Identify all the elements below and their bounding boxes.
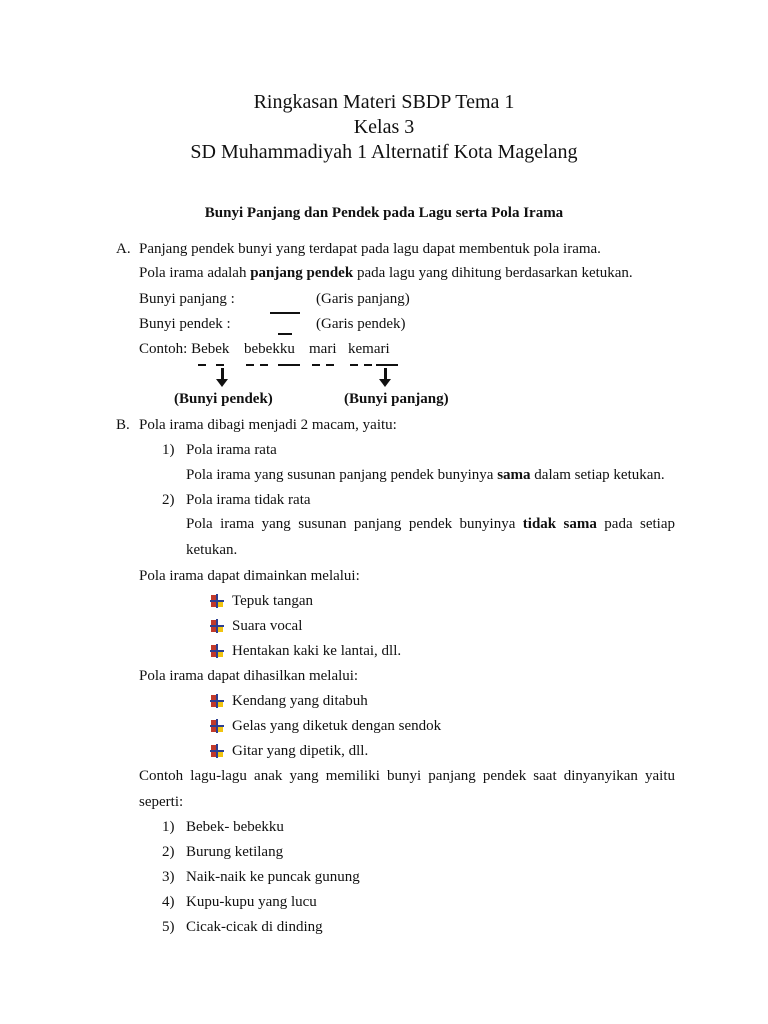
example-word-bebekku: bebekku: [244, 341, 295, 357]
song-title: Bebek- bebekku: [186, 819, 284, 835]
short-sound-label: Bunyi pendek :: [139, 316, 231, 332]
section-a-line2: Pola irama adalah panjang pendek pada lagu yang dihitung berdasarkan ketukan.: [139, 265, 633, 281]
long-sound-label: Bunyi panjang :: [139, 291, 235, 307]
song-title: Naik-naik ke puncak gunung: [186, 869, 360, 885]
rhythm-long-dash: [376, 364, 398, 366]
example-word-mari: mari: [309, 341, 337, 357]
list-bullet-icon: [210, 694, 224, 708]
songs-intro: Contoh lagu-lagu anak yang memiliki bunyi panjang pendek saat dinyanyikan yaitu: [139, 768, 675, 784]
list-number: 3): [162, 869, 175, 885]
rhythm-type-uneven-title: Pola irama tidak rata: [186, 492, 311, 508]
caption-long-sound: (Bunyi panjang): [344, 391, 449, 407]
section-b-marker: B.: [116, 417, 130, 433]
rhythm-long-dash: [278, 364, 300, 366]
short-dash-symbol: [278, 333, 292, 335]
played-intro: Pola irama dapat dimainkan melalui:: [139, 568, 360, 584]
rhythm-type-flat-title: Pola irama rata: [186, 442, 277, 458]
section-a-marker: A.: [116, 241, 131, 257]
example-label: Contoh: Bebek: [139, 341, 230, 357]
down-arrow-head-icon: [216, 379, 228, 387]
list-item: Gitar yang dipetik, dll.: [232, 743, 369, 759]
doc-title: Ringkasan Materi SBDP Tema 1: [253, 91, 515, 113]
section-a-line1: Panjang pendek bunyi yang terdapat pada lagu dapat membentuk pola irama.: [139, 241, 601, 257]
list-item: Hentakan kaki ke lantai, dll.: [232, 643, 402, 659]
down-arrow-head-icon: [379, 379, 391, 387]
rhythm-type-uneven-desc: Pola irama yang susunan panjang pendek bunyinya tidak sama pada setiap: [186, 516, 675, 532]
list-number: 1): [162, 819, 175, 835]
list-item: Kendang yang ditabuh: [232, 693, 368, 709]
list-bullet-icon: [210, 619, 224, 633]
rhythm-short-dash: [350, 364, 358, 366]
song-title: Burung ketilang: [186, 844, 284, 860]
list-number: 4): [162, 894, 175, 910]
list-number: 2): [162, 492, 175, 508]
long-dash-symbol: [270, 312, 300, 314]
rhythm-short-dash: [216, 364, 224, 366]
song-title: Cicak-cicak di dinding: [186, 919, 323, 935]
short-sound-note: (Garis pendek): [316, 316, 406, 332]
rhythm-short-dash: [198, 364, 206, 366]
list-bullet-icon: [210, 594, 224, 608]
list-number: 2): [162, 844, 175, 860]
list-item: Suara vocal: [232, 618, 303, 634]
caption-short-sound: (Bunyi pendek): [174, 391, 273, 407]
rhythm-type-flat-desc: Pola irama yang susunan panjang pendek bunyinya sama dalam setiap ketukan.: [186, 467, 665, 483]
list-number: 5): [162, 919, 175, 935]
section-heading: Bunyi Panjang dan Pendek pada Lagu serta Pola Irama: [204, 205, 564, 221]
list-bullet-icon: [210, 644, 224, 658]
rhythm-short-dash: [246, 364, 254, 366]
rhythm-short-dash: [326, 364, 334, 366]
produced-intro: Pola irama dapat dihasilkan melalui:: [139, 668, 359, 684]
rhythm-short-dash: [312, 364, 320, 366]
song-title: Kupu-kupu yang lucu: [186, 894, 317, 910]
example-word-kemari: kemari: [348, 341, 390, 357]
songs-intro-cont: seperti:: [139, 794, 184, 810]
doc-school-line: SD Muhammadiyah 1 Alternatif Kota Magelang: [190, 141, 578, 163]
long-sound-note: (Garis panjang): [316, 291, 410, 307]
list-bullet-icon: [210, 719, 224, 733]
doc-class-line: Kelas 3: [353, 116, 415, 138]
rhythm-short-dash: [364, 364, 372, 366]
list-item: Tepuk tangan: [232, 593, 314, 609]
list-item: Gelas yang diketuk dengan sendok: [232, 718, 442, 734]
list-bullet-icon: [210, 744, 224, 758]
rhythm-short-dash: [260, 364, 268, 366]
rhythm-type-uneven-desc-cont: ketukan.: [186, 542, 238, 558]
section-b-intro: Pola irama dibagi menjadi 2 macam, yaitu:: [139, 417, 397, 433]
list-number: 1): [162, 442, 175, 458]
